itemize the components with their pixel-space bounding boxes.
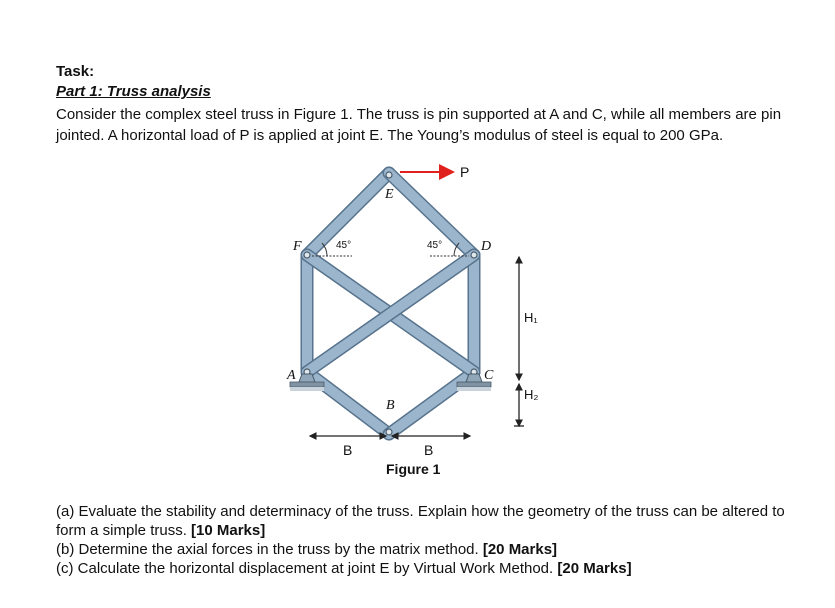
dim-h1-label: H₁	[524, 310, 538, 325]
pin-B	[386, 429, 392, 435]
part-title: Part 1: Truss analysis	[56, 83, 211, 100]
joint-label-F: F	[293, 239, 302, 254]
question-list	[56, 502, 796, 578]
angle-label-right: 45°	[427, 240, 443, 251]
joint-label-C: C	[484, 368, 494, 383]
pin-F	[304, 252, 310, 258]
task-heading: Task:	[56, 63, 95, 80]
pin-E	[386, 172, 392, 178]
question-a-text: (a) Evaluate the stability and determinacy of the truss. Explain how the geometry of the truss can be altered to form a simple truss.	[56, 503, 785, 539]
question-b-text: (b) Determine the axial forces in the truss by the matrix method.	[56, 541, 483, 558]
truss-members	[307, 173, 474, 434]
question-c-marks: [20 Marks]	[557, 560, 632, 577]
joint-label-D: D	[481, 239, 492, 254]
load-label: P	[460, 164, 470, 180]
joint-label-A: A	[287, 368, 296, 383]
question-c-text: (c) Calculate the horizontal displacement at joint E by Virtual Work Method.	[56, 560, 558, 577]
joint-label-E: E	[385, 187, 394, 202]
dim-b-left-label: B	[343, 442, 353, 458]
question-a	[56, 502, 796, 540]
dim-b-right-label: B	[424, 442, 434, 458]
question-b-marks: [20 Marks]	[482, 541, 558, 558]
pin-D	[471, 252, 477, 258]
dim-h2-label: H₂	[524, 387, 539, 402]
figure-caption: Figure 1	[386, 461, 441, 477]
angle-label-left: 45°	[336, 240, 352, 251]
load-P	[400, 164, 469, 180]
joint-label-B: B	[386, 398, 395, 413]
dimension-vertical	[514, 257, 524, 426]
question-c	[56, 559, 796, 578]
question-b	[56, 540, 796, 559]
question-a-marks: [10 Marks]	[191, 522, 266, 539]
intro-paragraph: Consider the complex steel truss in Figure 1. The truss is pin supported at A and C, while all members are pin jointed. A horizontal load of P is applied at joint E. The Young’s modulus of steel is equal to 200 GPa.	[56, 106, 782, 144]
